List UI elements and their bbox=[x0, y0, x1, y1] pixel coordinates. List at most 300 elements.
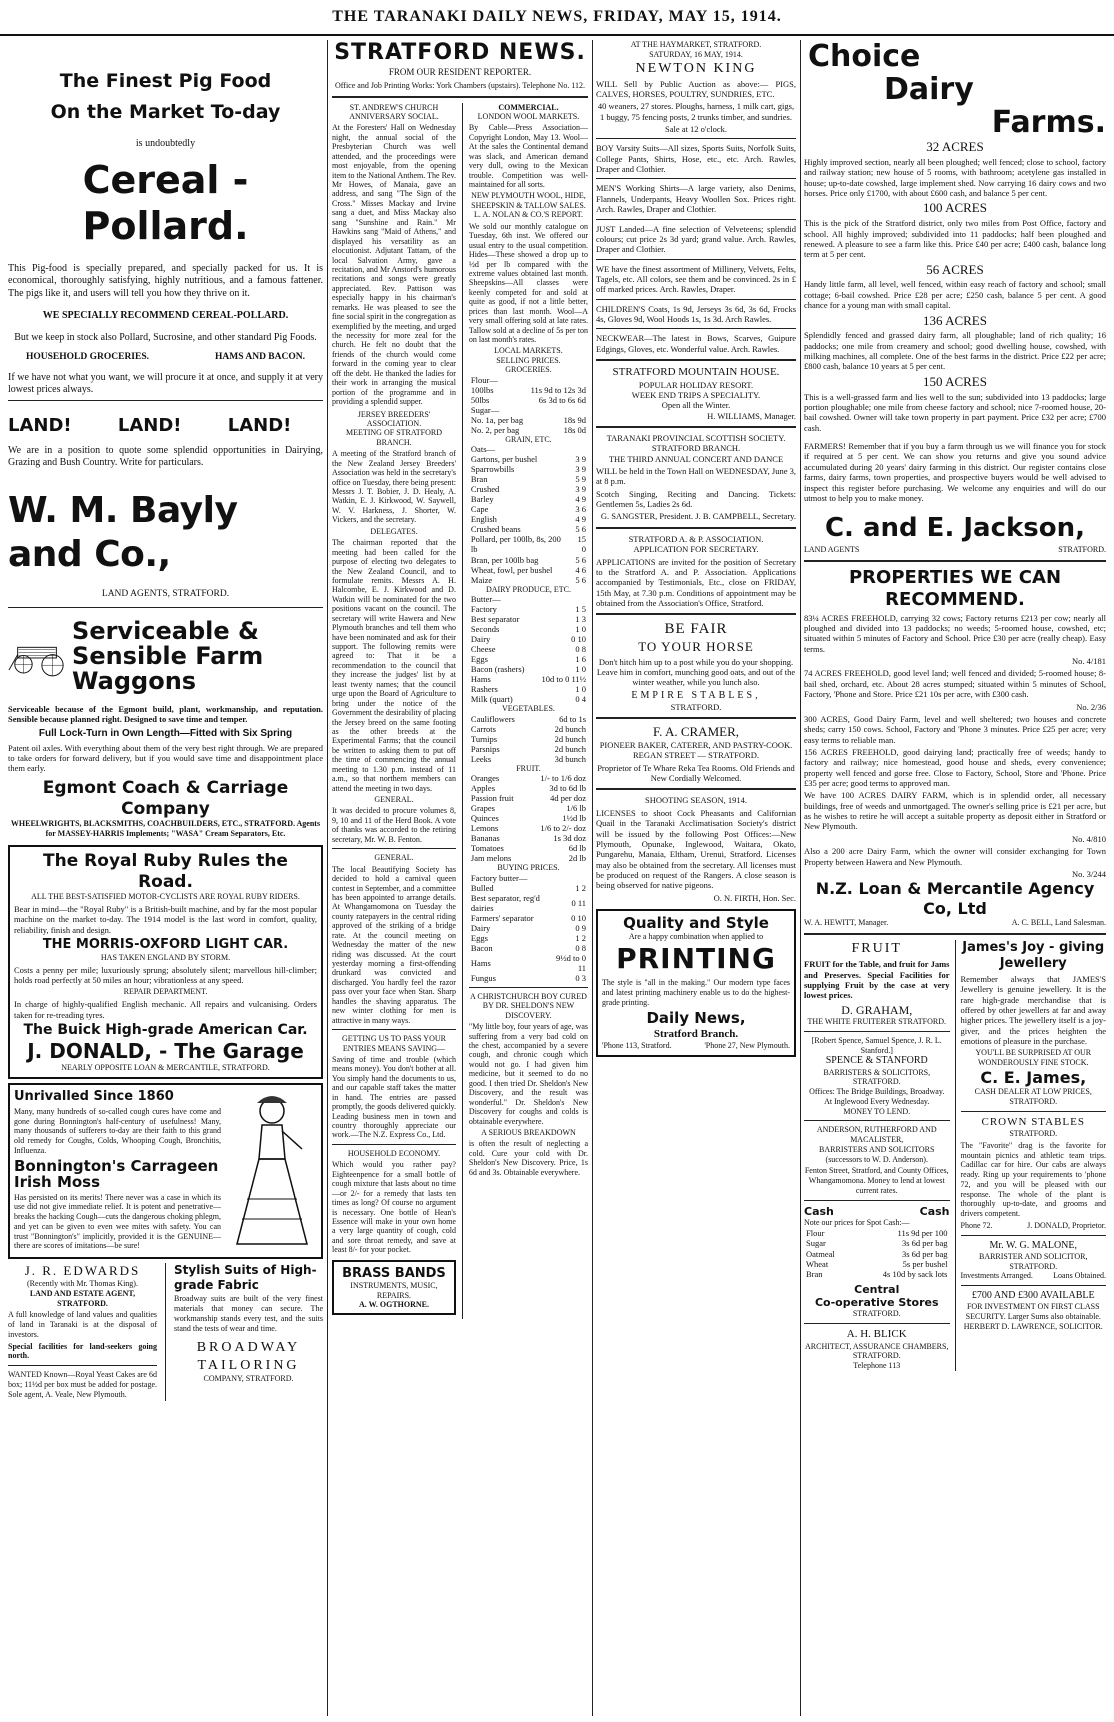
blick-sub: ARCHITECT, ASSURANCE CHAMBERS, STRATFORD. bbox=[805, 1341, 949, 1361]
mountain-house-manager: H. WILLIAMS, Manager. bbox=[707, 410, 796, 421]
item-name: 100lbs bbox=[470, 384, 494, 395]
table-row bbox=[469, 405, 588, 415]
cramer-address: REGAN STREET — STRATFORD. bbox=[633, 750, 759, 761]
column-1 bbox=[8, 40, 323, 1716]
morris-heading: THE MORRIS-OXFORD LIGHT CAR. bbox=[42, 937, 289, 953]
brass-bands-heading: BRASS BANDS bbox=[342, 1265, 446, 1281]
malone-name: Mr. W. G. MALONE, bbox=[989, 1239, 1077, 1251]
vegetables-table bbox=[469, 714, 588, 764]
stratford-news-title: STRATFORD NEWS. bbox=[334, 40, 586, 65]
table-row bbox=[469, 454, 588, 464]
item-price: 1 2 bbox=[575, 932, 586, 943]
item-name: Bananas bbox=[470, 833, 500, 844]
item-name: Wheat bbox=[806, 1258, 829, 1269]
mountain-house-open: Open all the Winter. bbox=[661, 400, 731, 411]
jersey-heading: JERSEY BREEDERS' ASSOCIATION. bbox=[357, 409, 431, 428]
item-price: 18s 0d bbox=[563, 424, 586, 435]
item-price: 4d per doz bbox=[550, 793, 586, 804]
item-name: Leeks bbox=[470, 753, 492, 764]
table-row bbox=[469, 425, 588, 435]
item-name: Hams bbox=[470, 957, 491, 968]
buying-table bbox=[469, 873, 588, 983]
land-body: We are in a position to quote some splendid opportunities in Dairying, Grazing and Bush Country. Write for particulars. bbox=[8, 445, 323, 469]
central-heading: Central bbox=[854, 1282, 900, 1296]
item-price: 6d to 1s bbox=[559, 713, 586, 724]
item-name: Lemons bbox=[470, 823, 499, 834]
item-price: 5 6 bbox=[575, 524, 586, 535]
item-price: 1s 3d doz bbox=[553, 833, 586, 844]
item-price: 0 10 bbox=[571, 912, 586, 923]
table-row bbox=[804, 1269, 950, 1279]
delegates-body: The chairman reported that the meeting had been called for the purpose of electing two delegates to the New Zealand Council, and to formulate remits. Messrs A. H. Halcombe, E. J. Kirkwood and D. Watkin will be nominated for the two positions vacant on the council. The secretary will write Hawera and New Plymouth branches and tell them who have been nominated and ask for their support. The following remits were agreed to: That it be a recommendation to the council that they increase the judges' list by at least twenty names; that the council urge upon the Board of Agriculture to bring under the notice of the Government the desirability of placing the Jersey breed on the same footing as the other breeds at the Experimental Farms; that the council be written to asking them to put off the time of commencing the annual meeting to 1.30 p.m. instead of 11 a.m., so that northern members can attend the meeting in two days. bbox=[332, 538, 456, 793]
rawles-ad-5: CHILDREN'S Coats, 1s 9d, Jerseys 3s 6d, 3s 6d, Frocks 4s, Gloves 9d, Wool Hoods 1s, 1s 3d. Arch Rawles. bbox=[596, 303, 796, 325]
dairy-heading: DAIRY PRODUCE, ETC. bbox=[485, 584, 571, 594]
jersey-subheading: MEETING OF STRATFORD BRANCH. bbox=[345, 428, 442, 447]
fruit-body: FRUIT for the Table, and fruit for Jams and Preserves. Special Facilities for supplying Fruit by the case at very lowest prices. bbox=[804, 959, 950, 1001]
ap-application-body: APPLICATIONS are invited for the position of Secretary to the Stratford A. and P. Association. Applications accompanied by Testimonials, Etc., close on FRIDAY, 15th May, at 7.30 p.m. Conditions of appointment may be obtained from the Association's Office, Stratford. bbox=[596, 556, 796, 608]
printing-heading: Quality and Style bbox=[623, 914, 769, 933]
item-name: Quinces bbox=[470, 813, 499, 824]
item-name: Bran, per 100lb bag bbox=[470, 554, 539, 565]
item-name: Bacon (rashers) bbox=[470, 664, 525, 675]
loan-manager: W. A. HEWITT, Manager. bbox=[804, 918, 889, 928]
ap-application-heading: APPLICATION FOR SECRETARY. bbox=[633, 544, 759, 555]
item-name: Dairy bbox=[470, 634, 491, 645]
item-price bbox=[527, 375, 588, 385]
properties-heading: PROPERTIES WE CAN RECOMMEND. bbox=[848, 566, 1062, 610]
table-row bbox=[469, 654, 588, 664]
printing-daily-news: Daily News, bbox=[646, 1009, 746, 1028]
investment-body: FOR INVESTMENT ON FIRST CLASS SECURITY. Larger Sums also obtainable. bbox=[965, 1302, 1101, 1322]
mountain-house-name: STRATFORD MOUNTAIN HOUSE. bbox=[612, 366, 780, 379]
item-name: Bacon bbox=[470, 942, 493, 953]
item-name: Apples bbox=[470, 783, 496, 794]
james-jewellery-body: Remember always that JAMES'S Jewellery is genuine jewellery. It is the rare high-grade merchandise that is offered by other jewellers at far and away higher prices. The jewellery itself is a joy-giver, and the prices heighten the emotions of pleasure in the purchase. bbox=[960, 973, 1106, 1046]
table-row bbox=[469, 754, 588, 764]
table-row bbox=[469, 375, 588, 385]
delegates-heading: DELEGATES. bbox=[370, 526, 418, 536]
resident-reporter: FROM OUR RESIDENT REPORTER. bbox=[388, 66, 532, 77]
hams-label: HAMS AND BACON. bbox=[215, 352, 305, 363]
office-line: Office and Job Printing Works: York Chambers (upstairs). Telephone No. 112. bbox=[334, 80, 586, 90]
dairy-table bbox=[469, 594, 588, 704]
scottish-officers: G. SANGSTER, President. J. B. CAMPBELL, Secretary. bbox=[600, 511, 796, 522]
wool-body: By Cable—Press Association—Copyright London, May 13. Wool—At the sales the Continental demand was slack, and American demand very dull, owing to the Mexican trouble. Competition was well-maintained for all sorts. bbox=[468, 123, 588, 190]
farm-wagon-image bbox=[8, 612, 66, 702]
wagon-body-2: Patent oil axles. With everything about them of the very best right through. We are prepared to take orders for forward delivery, but if you would save time and disappointment place them early. bbox=[8, 742, 323, 774]
item-name: Best separator, reg'd dairies bbox=[470, 892, 540, 913]
moss-body: Many, many hundreds of so-called cough cures have come and gone during Bonnington's half-century of usefulness! Many, many thousands of sufferers to-day are their faith to this grand old remedy for Coughs, Colds, Whooping Cough, Bronchitis, Influenza. bbox=[14, 1106, 221, 1155]
table-row bbox=[469, 724, 588, 734]
item-name: Eggs bbox=[470, 654, 488, 665]
groceries-heading: GROCERIES. bbox=[505, 365, 552, 375]
wool-heading: LONDON WOOL MARKETS. bbox=[477, 111, 580, 121]
item-price: 0 10 bbox=[571, 634, 586, 645]
cure-heading: A CHRISTCHURCH BOY CURED BY DR. SHELDON'S NEW DISCOVERY. bbox=[470, 991, 587, 1020]
mountain-house-resort: POPULAR HOLIDAY RESORT. bbox=[638, 379, 754, 390]
item-price: 3 9 bbox=[575, 484, 586, 495]
buick-line: The Buick High-grade American Car. bbox=[23, 1021, 308, 1038]
nolan-heading: L. A. NOLAN & CO.'S REPORT. bbox=[473, 210, 583, 220]
item-name: Hams bbox=[470, 674, 491, 685]
table-row bbox=[469, 594, 588, 604]
item-name: Rashers bbox=[470, 684, 498, 695]
table-row bbox=[469, 883, 588, 893]
moss-body-2: Has persisted on its merits! There never was a case in which its use did not give immediate relief. It is potent and penetrative—breaks the hacking Cough—cuts the dangerous choking phlegm, and yet can be given to even wee mites with safety. You can trust "Bonnington's" implicitly, provided it is the GENUINE—there are scores of imitations—be sure! bbox=[14, 1192, 221, 1251]
table-row bbox=[804, 1259, 950, 1269]
bayly-sub: LAND AGENTS, STRATFORD. bbox=[101, 589, 230, 600]
pig-food-subheading: On the Market To-day bbox=[50, 101, 281, 124]
repair-body: In charge of highly-qualified English mechanic. All repairs and vulcanising. Orders taken for re-treading tyres. bbox=[14, 999, 317, 1020]
scottish-tickets: Scotch Singing, Reciting and Dancing. Tickets: Gentlemen 5s, Ladies 2s 6d. bbox=[596, 488, 796, 510]
blick-name: A. H. BLICK bbox=[846, 1328, 907, 1341]
jackson-land-agents: LAND AGENTS bbox=[804, 545, 860, 554]
item-name: Butter— bbox=[470, 593, 501, 604]
jackson-stratford: STRATFORD. bbox=[1058, 545, 1106, 554]
masthead: THE TARANAKI DAILY NEWS, FRIDAY, MAY 15, 1914. bbox=[0, 0, 1114, 36]
table-row bbox=[469, 634, 588, 644]
edwards-name: J. R. EDWARDS bbox=[24, 1263, 141, 1279]
farm-136-body: Splendidly fenced and grassed dairy farm, all ploughable; land of rich quality; 16 paddocks; one mile from creamery and school; good dwelling house, cowshed, with milking machines, all complete. One of the best farms in the district. Price £22 per acre; £800 cash, balance 10 years at 5 per cent. bbox=[804, 330, 1106, 372]
edwards-body: A full knowledge of land values and qualities of land in Taranaki is at the disposal of investors. bbox=[8, 1310, 157, 1339]
item-price: 11s 9d to 12s 3d bbox=[530, 384, 586, 395]
column-rule bbox=[327, 40, 328, 1716]
james-stock: YOU'LL BE SURPRISED AT OUR WONDEROUSLY FINE STOCK. bbox=[975, 1048, 1092, 1068]
newton-king-list: 40 weaners, 27 stores. Ploughs, harness, 1 milk cart, gigs, 1 buggy, 75 fencing posts, 2 trunks timber, and sundries. bbox=[597, 101, 795, 122]
cash-prices-table bbox=[804, 1228, 950, 1280]
malone-town: STRATFORD. bbox=[1009, 1261, 1058, 1271]
table-row bbox=[469, 913, 588, 923]
item-name: Oatmeal bbox=[806, 1248, 835, 1259]
table-row bbox=[469, 415, 588, 425]
broadway-tailoring: TAILORING bbox=[197, 1357, 300, 1373]
table-row bbox=[469, 604, 588, 614]
item-price: 3 9 bbox=[575, 464, 586, 475]
item-name: Grapes bbox=[470, 803, 495, 814]
cash-left: Cash bbox=[804, 1204, 834, 1218]
newton-king-name: NEWTON KING bbox=[635, 60, 757, 76]
malone-loans: Loans Obtained. bbox=[1053, 1271, 1106, 1281]
cramer-body: Proprietor of Te Whare Reka Tea Rooms. Old Friends and New Cordially Welcomed. bbox=[597, 762, 795, 784]
suits-heading: Stylish Suits of High-grade Fabric bbox=[174, 1263, 317, 1292]
general-body: It was decided to procure volumes 8, 9, 10 and 11 of the Herd Book. A vote of thanks was accorded to the retiring secretary, Mr. W. B. Fenton. bbox=[332, 806, 456, 844]
property-5: We have 100 ACRES DAIRY FARM, which is in splendid order, all necessary buildings, free of weeds and unmortgaged. The owner's selling price is £21 per acre, but as he wishes to retire he will accept a suitable property as deposit either in Stratford or New Plymouth. bbox=[804, 790, 1106, 832]
egmont-name: Egmont Coach & Carriage Company bbox=[42, 777, 289, 819]
crown-stables-town: STRATFORD. bbox=[1009, 1129, 1058, 1139]
item-name: Cauliflowers bbox=[470, 713, 515, 724]
table-row bbox=[469, 385, 588, 395]
item-price: 10d to 0 11½ bbox=[541, 674, 586, 685]
item-price: 0 3 bbox=[575, 972, 586, 983]
be-fair-subheading: TO YOUR HORSE bbox=[638, 638, 754, 654]
vegetables-heading: VEGETABLES. bbox=[502, 704, 555, 714]
land-heading: LAND! LAND! LAND! bbox=[8, 415, 292, 437]
jersey-body: A meeting of the Stratford branch of the New Zealand Jersey Breeders' Association was held in the secretary's office on Tuesday, there being present: Messrs J. T. Bobier, J. D. Healy, A. Watkin, E. J. Kirkwood, W. Saywell, W. V. Harkness, J. Shorter, W. Vickers, and the secretary. bbox=[332, 449, 456, 525]
morris-sub: HAS TAKEN ENGLAND BY STORM. bbox=[100, 952, 231, 962]
newton-king-sale: Sale at 12 o'clock. bbox=[665, 124, 727, 135]
item-name: Wheat, fowl, per bushel bbox=[470, 564, 553, 575]
farm-56-heading: 56 ACRES bbox=[926, 261, 984, 277]
blick-phone: Telephone 113 bbox=[853, 1361, 901, 1371]
item-price: 3s 6d per bag bbox=[901, 1248, 948, 1259]
property-2: 74 ACRES FREEHOLD, good level land; well fenced and divided; 5-roomed house; 8-bail shed, orchard, etc. About 28 acres stumped; situated within 5 minutes of School, Factory, 'Phone and Store. Price £21 10s per acre, with £300 cash. bbox=[804, 668, 1106, 700]
item-price: 3s 6d per bag bbox=[901, 1238, 948, 1249]
fruit-heading: FRUIT. bbox=[516, 763, 541, 773]
item-price: 1/- to 1/6 doz bbox=[540, 773, 586, 784]
ap-association-name: STRATFORD A. & P. ASSOCIATION. bbox=[628, 533, 764, 544]
item-price: 3d bunch bbox=[554, 753, 586, 764]
item-price bbox=[550, 873, 588, 883]
item-name: Carrots bbox=[470, 723, 496, 734]
spence-sub: BARRISTERS & SOLICITORS, STRATFORD. bbox=[823, 1067, 931, 1087]
procure-line: If we have not what you want, we will procure it at once, and supply it at very lowest prices always. bbox=[8, 371, 323, 395]
item-price: 2d bunch bbox=[554, 733, 586, 744]
cereal-pollard-title: Cereal - Pollard. bbox=[82, 157, 249, 248]
james-sub: CASH DEALER AT LOW PRICES, STRATFORD. bbox=[974, 1087, 1092, 1107]
item-price: 4 6 bbox=[575, 564, 586, 575]
scottish-concert: THE THIRD ANNUAL CONCERT AND DANCE bbox=[608, 453, 784, 464]
recommend-line: WE SPECIALLY RECOMMEND CEREAL-POLLARD. bbox=[42, 309, 289, 321]
table-row bbox=[469, 714, 588, 724]
item-name: Seconds bbox=[470, 624, 500, 635]
brass-bands-name: A. W. OGTHORNE. bbox=[358, 1299, 429, 1309]
crown-stables-proprietor: J. DONALD, Proprietor. bbox=[1027, 1220, 1106, 1230]
spence-offices: Offices: The Bridge Buildings, Broadway. bbox=[809, 1087, 945, 1097]
property-3: 300 ACRES, Good Dairy Farm, level and well sheltered; two houses and concrete sheds; carry 150 cows. School, Factory and 'Phone 3 minutes. Price £25 per acre; very easy terms to reliable man. bbox=[804, 713, 1106, 745]
item-name: Tomatoes bbox=[470, 843, 504, 854]
column-rule bbox=[800, 40, 801, 1716]
table-row bbox=[469, 813, 588, 823]
haymarket-line: AT THE HAYMARKET, STRATFORD. bbox=[630, 40, 762, 49]
item-price: 4s 10d by sack lots bbox=[882, 1269, 948, 1280]
column-2 bbox=[332, 40, 588, 1716]
cooperative-heading: Co-operative Stores bbox=[814, 1296, 939, 1309]
farm-136-heading: 136 ACRES bbox=[923, 312, 987, 328]
item-name: Factory bbox=[470, 604, 497, 614]
item-price: 5s per bushel bbox=[902, 1258, 948, 1269]
item-price: 15 0 bbox=[577, 534, 586, 555]
farm-32-heading: 32 ACRES bbox=[926, 139, 984, 154]
broadway-name: BROADWAY bbox=[196, 1340, 301, 1356]
table-row bbox=[469, 744, 588, 754]
table-row bbox=[469, 395, 588, 405]
shooting-heading: SHOOTING SEASON, 1914. bbox=[644, 795, 747, 806]
malone-sub: BARRISTER AND SOLICITOR, bbox=[978, 1251, 1088, 1261]
moss-name: Bonnington's Carrageen Irish Moss bbox=[14, 1156, 219, 1192]
item-price: 1½d lb bbox=[562, 813, 586, 824]
nolan-body: We sold our monthly catalogue on Tuesday, 6th inst. We offered our usual entry to the usual competition. Hides—These showed a drop up to ½d per lb compared with the extreme values obtained last month. Sheepskins—All classes were keenly competed for and sold at quite as good, if not a little better, prices than last month. Wool—A very small offering sold at late rates. Tallow sold at a decline of 5s per ton on last month's rates. bbox=[468, 221, 588, 345]
item-name: No. 2, per bag bbox=[470, 424, 520, 435]
table-row bbox=[469, 624, 588, 634]
item-price: 6s 3d to 6s 6d bbox=[538, 394, 586, 405]
item-name: Factory butter— bbox=[470, 872, 528, 883]
table-row bbox=[804, 1228, 950, 1238]
serious-heading: A SERIOUS BREAKDOWN bbox=[481, 1127, 576, 1137]
property-4: 156 ACRES FREEHOLD, good dairying land; practically free of weeds; handy to factory and railway; nice homestead, good house and sheds, every convenience; property well fenced and gorse free. Close to Factory, School, Store and 'Phone. Price £35 per acre; good terms to approved man. bbox=[804, 746, 1106, 789]
getting-heading: GETTING US TO PASS YOUR ENTRIES MEANS SAVING— bbox=[341, 1034, 446, 1053]
edwards-special: Special facilities for land-seekers going north. bbox=[8, 1341, 157, 1361]
item-name: Sugar— bbox=[470, 404, 500, 415]
james-name: C. E. James, bbox=[980, 1067, 1087, 1087]
cooperative-town: STRATFORD. bbox=[852, 1309, 901, 1319]
printing-branch: Stratford Branch. bbox=[653, 1027, 739, 1040]
investment-solicitor: HERBERT D. LAWRENCE, SOLICITOR. bbox=[963, 1321, 1103, 1331]
table-row bbox=[469, 565, 588, 575]
table-row bbox=[469, 644, 588, 654]
cramer-trade: PIONEER BAKER, CATERER, AND PASTRY-COOK. bbox=[599, 740, 793, 750]
mountain-house-trips: WEEK END TRIPS A SPECIALITY. bbox=[631, 389, 761, 400]
item-price: 1 0 bbox=[575, 684, 586, 695]
shooting-signature: O. N. FIRTH, Hon. Sec. bbox=[713, 892, 796, 903]
item-name: Cape bbox=[470, 504, 489, 515]
item-name: Flour— bbox=[470, 374, 498, 385]
rawles-ad-6: NECKWEAR—The latest in Bows, Scarves, Guipure Edgings, Gloves, etc. Wonderful value. Arch. Rawles. bbox=[596, 333, 796, 354]
table-row bbox=[469, 953, 588, 973]
table-row bbox=[469, 674, 588, 684]
column-4 bbox=[804, 40, 1106, 1716]
crown-stables-name: CROWN STABLES bbox=[981, 1115, 1085, 1128]
economy-heading: HOUSEHOLD ECONOMY. bbox=[347, 1148, 441, 1158]
graham-sub: THE WHITE FRUITERER STRATFORD. bbox=[807, 1017, 947, 1027]
crown-stables-body: The "Favorite" drag is the favorite for mountain picnics and athletic team trips. Cadillac car for hire. Our cabs are always ready. Ring up your requirements to 'phone 72, and you will be pleased with our response. The whole of the plant is thoroughly up-to-date, and grooms and drivers competent. bbox=[960, 1140, 1106, 1219]
printing-word: PRINTING bbox=[616, 942, 776, 976]
rawles-ad-2: MEN'S Working Shirts—A large variety, also Denims, Flannels, Underpants, Heavy Woollen Sox. Prices right. Arch. Rawles, Draper and Clothier. bbox=[596, 183, 796, 215]
bayly-name: W. M. Bayly and Co., bbox=[8, 490, 238, 576]
yeast-cakes-ad: WANTED Known—Royal Yeast Cakes are 6d box; 11½d per box must be added for postage. Sole agent, A. Veale, New Plymouth. bbox=[8, 1370, 157, 1399]
cash-note: Note our prices for Spot Cash:— bbox=[804, 1218, 910, 1228]
table-row bbox=[469, 873, 588, 883]
table-row bbox=[469, 933, 588, 943]
economy-body: Which would you rather pay? Eighteenpence for a small bottle of cough mixture that lasts about no time—or 2/- for a remedy that lasts ten times as long? Of course no argument is necessary. One bottle of Hean's Essence will make in your own home a very large quantity of cough, cold and sore throat remedy, and save at least 8/- for your pocket. bbox=[332, 1160, 456, 1255]
investment-heading: £700 AND £300 AVAILABLE bbox=[971, 1290, 1095, 1302]
table-row bbox=[469, 973, 588, 983]
farms-heading: Farms. bbox=[991, 105, 1106, 140]
fruit-table bbox=[469, 773, 588, 863]
table-row bbox=[469, 575, 588, 585]
table-row bbox=[469, 803, 588, 813]
item-price: 1 0 bbox=[575, 664, 586, 675]
table-row bbox=[469, 793, 588, 803]
item-price: 9½d to 0 11 bbox=[556, 952, 586, 973]
item-name: Fungus bbox=[470, 972, 496, 983]
item-price: 2d lb bbox=[568, 853, 586, 864]
shooting-body: LICENSES to shoot Cock Pheasants and Californian Quail in the Taranaki Acclimatisation Society's district will be issued by the following Post Offices:—New Plymouth, Opunake, Inglewood, Waitara, Okato, Pungarehu, Manaia, Eltham, Urenui, Stratford. Licenses may also be obtained from the secretary. All licenses must be produced on request of the Rangers. A close season is being observed for native pigeons. bbox=[596, 807, 796, 891]
farm-56-body: Handy little farm, all level, well fenced, within easy reach of factory and school; small cottage; 6-bail cowshed. Price £28 per acre; £250 cash, balance 5 per cent. A good chance for a young man with small capital. bbox=[804, 279, 1106, 311]
wagon-lock: Full Lock-Turn in Own Length—Fitted with Six Spring bbox=[38, 727, 293, 739]
edwards-sub: (Recently with Mr. Thomas King). bbox=[27, 1279, 138, 1289]
item-price: 1 0 bbox=[575, 624, 586, 635]
item-price: 2d bunch bbox=[554, 723, 586, 734]
item-price: 18s 9d bbox=[563, 414, 586, 425]
church-body: At the Foresters' Hall on Wednesday night, the annual social of the Presbyterian Church was well attended, and the proceedings were most enjoyable, from the opening item to the National Anthem. The Rev. Mr Howes, of Manaia, gave an address, and sang "The Sign of the Cross." Misses Mackay and Irvine sang a duet, and Miss Mackay also sang "Sunshine and Rain." Mr Hawkins sang "Maid of Athens," and displayed his versatility as an elocutionist. Adjutant Tattam, of the local Salvation Army, gave a recitation, and Mr Anstord's humorous recitations and songs were greatly appreciated. Rev. Pattison was especially happy in his chairman's remarks. He was pleased to see the fine social spirit in the congregation as exemplified by the meeting, and urged the necessity for more zeal for the church. He felt no doubt that the friends of the church would come forward in the coming year to clear off the debt. He thanked the ladies for their work in arranging the musical portion of the programme and in providing a splendid supper. bbox=[332, 123, 456, 407]
item-price: 11s 9d per 100 bbox=[897, 1227, 948, 1238]
item-name: No. 1a, per bag bbox=[470, 414, 524, 425]
item-name: Farmers' separator bbox=[470, 912, 534, 923]
item-name: Sugar bbox=[806, 1238, 826, 1249]
suits-body: Broadway suits are built of the very finest materials that money can secure. The workmanship stands every test, and the suits stand the tests of wear and time. bbox=[174, 1294, 323, 1333]
crown-stables-phone: Phone 72. bbox=[960, 1220, 993, 1230]
donald-sub: NEARLY OPPOSITE LOAN & MERCANTILE, STRATFORD. bbox=[61, 1063, 270, 1073]
table-row bbox=[469, 464, 588, 474]
serious-body: is often the result of neglecting a cold. Cure your cold with Dr. Sheldon's New Discovery. Price, 1s 6d and 3s. Obtainable everywhere. bbox=[468, 1139, 588, 1177]
table-row bbox=[469, 923, 588, 933]
groceries-table bbox=[469, 375, 588, 435]
moss-heading: Unrivalled Since 1860 bbox=[14, 1089, 174, 1105]
farm-100-heading: 100 ACRES bbox=[923, 200, 987, 216]
item-name: Bulled bbox=[470, 882, 494, 893]
item-name: 50lbs bbox=[470, 394, 490, 405]
item-price bbox=[527, 405, 588, 415]
spence-name: SPENCE & STANFORD bbox=[825, 1055, 928, 1067]
table-row bbox=[469, 694, 588, 704]
farm-100-body: This is the pick of the Stratford district, only two miles from Post Office, factory and school. All highly improved; subdivided into 11 paddocks; half been ploughed and renewed. A pleasure to see a farm like this. Price £40 per acre; £400 cash, balance long term at 5 per cent. bbox=[804, 218, 1106, 260]
item-name: Eggs bbox=[470, 932, 488, 943]
donald-name: J. DONALD, - The Garage bbox=[27, 1038, 304, 1063]
anderson-body: Fenton Street, Stratford, and County Offices, Whangamomona. Money to lend at lowest current rates. bbox=[804, 1166, 949, 1195]
cash-right: Cash bbox=[919, 1204, 950, 1218]
selling-prices-heading: SELLING PRICES. bbox=[496, 355, 561, 365]
table-row bbox=[469, 853, 588, 863]
item-name: Sparrowbills bbox=[470, 464, 515, 475]
spence-partners: [Robert Spence, Samuel Spence, J. R. L. Stanford.] bbox=[811, 1035, 942, 1055]
item-name: Bran bbox=[470, 474, 488, 485]
item-name: English bbox=[470, 514, 497, 525]
item-name: Gartons, per bushel bbox=[470, 454, 538, 465]
loan-salesman: A. C. BELL, Land Salesman. bbox=[1011, 918, 1106, 928]
farmers-notice: FARMERS! Remember that if you buy a farm through us we will finance you for stock if required at 5 per cent. We can show you returns and give you sound advice accumulated during 20 years' dairy farming in this district. Our register contains close farms, dairy farms, town properties, and prospective buyers would be well advised to inspect this register before purchasing. We welcome any enquiries and will do our utmost to help you to make money. bbox=[804, 441, 1106, 503]
anderson-sub: BARRISTERS AND SOLICITORS (successors to W. D. Anderson). bbox=[819, 1144, 935, 1164]
item-name: Flour bbox=[806, 1227, 825, 1238]
printing-body: The style is "all in the making." Our modern type faces and latest printing machinery enable us to do the highest-grade printing. bbox=[602, 978, 790, 1007]
edwards-line: LAND AND ESTATE AGENT, STRATFORD. bbox=[29, 1288, 136, 1308]
grain-table bbox=[469, 444, 588, 584]
getting-body: Saving of time and trouble (which means money). You don't bother at all. You simply hand the documents to us, and our capable staff takes the matter in hand. The entries are passed promptly, the goods delivered quickly. Leading business men in town and country thoroughly appreciate our work.—The N.Z. Express Co., Ltd. bbox=[332, 1054, 456, 1140]
item-price: 5 6 bbox=[575, 574, 586, 585]
table-row bbox=[469, 504, 588, 514]
farm-150-body: This is a well-grassed farm and lies well to the sun; subdivided into 13 paddocks; large portion ploughable; one mile from cheese factory and school; nice 7-roomed house, 20-bail cowshed. Owner will take town property in part payment. Price £32 per acre; £700 cash. bbox=[804, 391, 1106, 433]
table-row bbox=[469, 893, 588, 913]
table-row bbox=[469, 773, 588, 783]
table-row bbox=[469, 823, 588, 833]
rawles-ad-1: BOY Varsity Suits—All sizes, Sports Suits, Norfolk Suits, College Pants, Shirts, Hose, etc., etc. Arch. Rawles, Draper and Clothier. bbox=[596, 143, 796, 175]
scottish-society-name: TARANAKI PROVINCIAL SCOTTISH SOCIETY. bbox=[606, 432, 786, 443]
item-price bbox=[569, 444, 588, 454]
grain-heading: GRAIN, ETC. bbox=[505, 434, 552, 444]
graham-name: D. GRAHAM, bbox=[841, 1002, 913, 1017]
fruit-heading-ad: FRUIT bbox=[851, 941, 902, 957]
item-name: Best separator bbox=[470, 614, 520, 625]
brass-bands-sub: INSTRUMENTS, MUSIC, REPAIRS. bbox=[350, 1281, 438, 1300]
item-name: Crushed bbox=[470, 484, 500, 495]
table-row bbox=[469, 474, 588, 484]
property-6: Also a 200 acre Dairy Farm, which the owner will consider exchanging for Town Property between Hawera and New Plymouth. bbox=[804, 846, 1106, 867]
empire-stables-name: EMPIRE STABLES, bbox=[631, 689, 761, 701]
item-price: 0 8 bbox=[575, 644, 586, 655]
item-price: 1 2 bbox=[575, 882, 586, 893]
royal-ruby-body: Bear in mind—the "Royal Ruby" is a British-built machine, and by far the most popular machine on the market to-day. The 1914 model is the last word in comfort, quality, reliability, finish and design. bbox=[14, 904, 317, 935]
item-name: Maize bbox=[470, 574, 493, 585]
farm-32-body: Highly improved section, nearly all been ploughed; well fenced; close to school, factory and railway station; new house of 5 rooms, with bathroom; acetylene gas installed in house; up-to-date cowshed, large implement shed. Now carrying 16 dairy cows and two horses. Price only £1700, with about £600 cash, and balance 5 per cent. bbox=[804, 156, 1106, 198]
item-name: Cheese bbox=[470, 644, 496, 655]
item-price: 2d bunch bbox=[554, 743, 586, 754]
anderson-name: ANDERSON, RUTHERFORD AND MACALISTER, bbox=[816, 1125, 937, 1145]
item-price: 5 6 bbox=[575, 554, 586, 565]
item-price: 1 3 bbox=[575, 614, 586, 625]
be-fair-body: Don't hitch him up to a post while you do your shopping. Leave him in comfort, munching good oats, and out of the winter weather, while you lunch also. bbox=[596, 656, 796, 688]
spence-money: MONEY TO LEND. bbox=[843, 1106, 911, 1116]
item-name: Oats— bbox=[470, 444, 496, 455]
item-name: Milk (quart) bbox=[470, 694, 513, 705]
